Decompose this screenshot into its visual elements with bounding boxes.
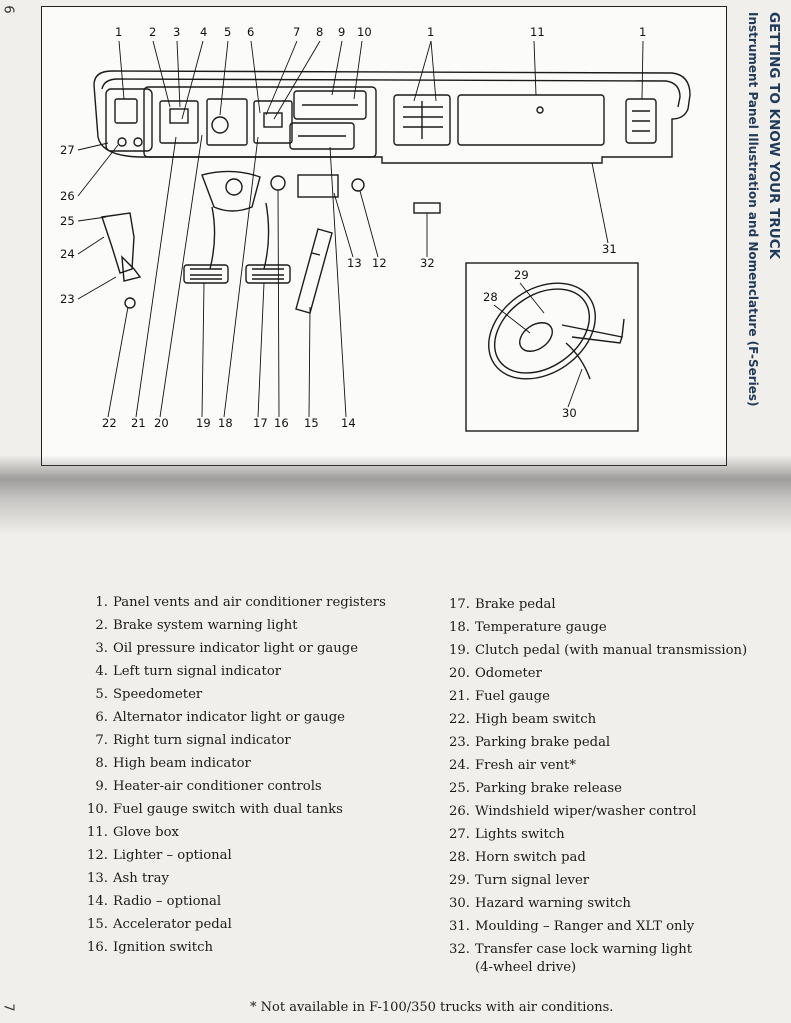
callout-19: 19 [196,416,211,430]
legend-item: 18. Temperature gauge [449,620,607,635]
callout-25: 25 [60,214,75,228]
page-number-bottom: 7 [0,1003,16,1012]
section-subtitle: Instrument Panel Illustration and Nomenclature (F-Series) [746,12,760,407]
binding-shadow [0,455,791,535]
legend-item: 17. Brake pedal [449,597,556,612]
legend-item: 31. Moulding – Ranger and XLT only [449,919,695,934]
callout-20: 20 [154,416,169,430]
legend-item: 9. Heater-air conditioner controls [95,779,322,794]
legend-item: 3. Oil pressure indicator light or gauge [95,641,359,656]
legend-item: 5. Speedometer [95,687,203,702]
callout-16: 16 [274,416,289,430]
section-title: GETTING TO KNOW YOUR TRUCK [766,12,782,260]
legend-item: 11. Glove box [87,825,179,840]
callout-1b: 1 [427,25,435,39]
callout-12: 12 [372,256,387,270]
ignition-switch [271,176,285,190]
legend-item: 19. Clutch pedal (with manual transmission) [449,643,748,658]
legend-item: 21. Fuel gauge [449,689,550,704]
legend-item: 27. Lights switch [449,827,565,842]
callout-21: 21 [131,416,146,430]
callout-23: 23 [60,292,75,306]
callout-5: 5 [224,25,232,39]
legend-item: 30. Hazard warning switch [449,896,631,911]
steering-wheel-inset [466,263,638,431]
callout-15: 15 [304,416,319,430]
callout-4: 4 [200,25,208,39]
callout-28: 28 [483,290,498,304]
callout-26: 26 [60,189,75,203]
legend-item: 32. Transfer case lock warning light (4-wheel drive) [446,938,747,975]
legend-item: 10. Fuel gauge switch with dual tanks [87,802,343,817]
callout-18: 18 [218,416,233,430]
legend-item: 22. High beam switch [449,712,597,727]
legend-item: 12. Lighter – optional [87,848,232,863]
dashboard-outline [94,71,690,163]
legend-item: 26. Windshield wiper/washer control [449,804,697,819]
legend-item-continuation: (4-wheel drive) [475,960,577,975]
callout-9: 9 [338,25,346,39]
callout-6: 6 [247,25,255,39]
legend-item: 2. Brake system warning light [95,618,298,633]
callout-14: 14 [341,416,356,430]
legend-item: 4. Left turn signal indicator [95,664,282,679]
instrument-panel-drawing [42,7,727,466]
callout-27: 27 [60,143,75,157]
callout-7: 7 [293,25,301,39]
legend-item: 29. Turn signal lever [449,873,590,888]
section-header [726,6,790,466]
callout-10: 10 [357,25,372,39]
callout-30: 30 [562,406,577,420]
gauge-cluster [144,87,376,157]
legend-item: 6. Alternator indicator light or gauge [95,710,345,725]
callout-13: 13 [347,256,362,270]
legend-item: 16. Ignition switch [87,940,213,955]
legend-item: 24. Fresh air vent* [449,758,576,773]
callout-17: 17 [253,416,268,430]
legend-right-column [446,593,747,975]
legend-item: 15. Accelerator pedal [87,917,232,932]
callout-31: 31 [602,242,617,256]
page-number-top: 6 [0,5,16,14]
callout-1c: 1 [639,25,647,39]
glove-box [458,95,604,145]
legend-item: 28. Horn switch pad [449,850,586,865]
lighter [352,179,364,191]
callout-3: 3 [173,25,181,39]
legend-item: 23. Parking brake pedal [449,735,611,750]
legend-item: 20. Odometer [449,666,542,681]
legend-item: 14. Radio – optional [87,894,222,909]
transfer-case-light [414,203,440,213]
legend-item: 7. Right turn signal indicator [95,733,291,748]
footnote: * Not available in F-100/350 trucks with air conditions. [250,1000,614,1015]
legend-left-column [84,591,386,959]
brake-pedal-arm [264,203,269,269]
callout-24: 24 [60,247,75,261]
accelerator-pedal [296,229,332,313]
legend-item: 25. Parking brake release [449,781,622,796]
brake-pedal [246,265,290,283]
legend-item: 1. Panel vents and air conditioner registers [95,595,386,610]
clutch-pedal [184,265,228,283]
callout-22: 22 [102,416,117,430]
callout-29: 29 [514,268,529,282]
instrument-panel-illustration [41,6,727,466]
callout-2: 2 [149,25,157,39]
callout-11: 11 [530,25,545,39]
callout-1a: 1 [115,25,123,39]
callout-8: 8 [316,25,324,39]
legend-item: 8. High beam indicator [95,756,251,771]
callout-32: 32 [420,256,435,270]
legend-item: 13. Ash tray [87,871,169,886]
clutch-pedal-arm [210,207,215,269]
